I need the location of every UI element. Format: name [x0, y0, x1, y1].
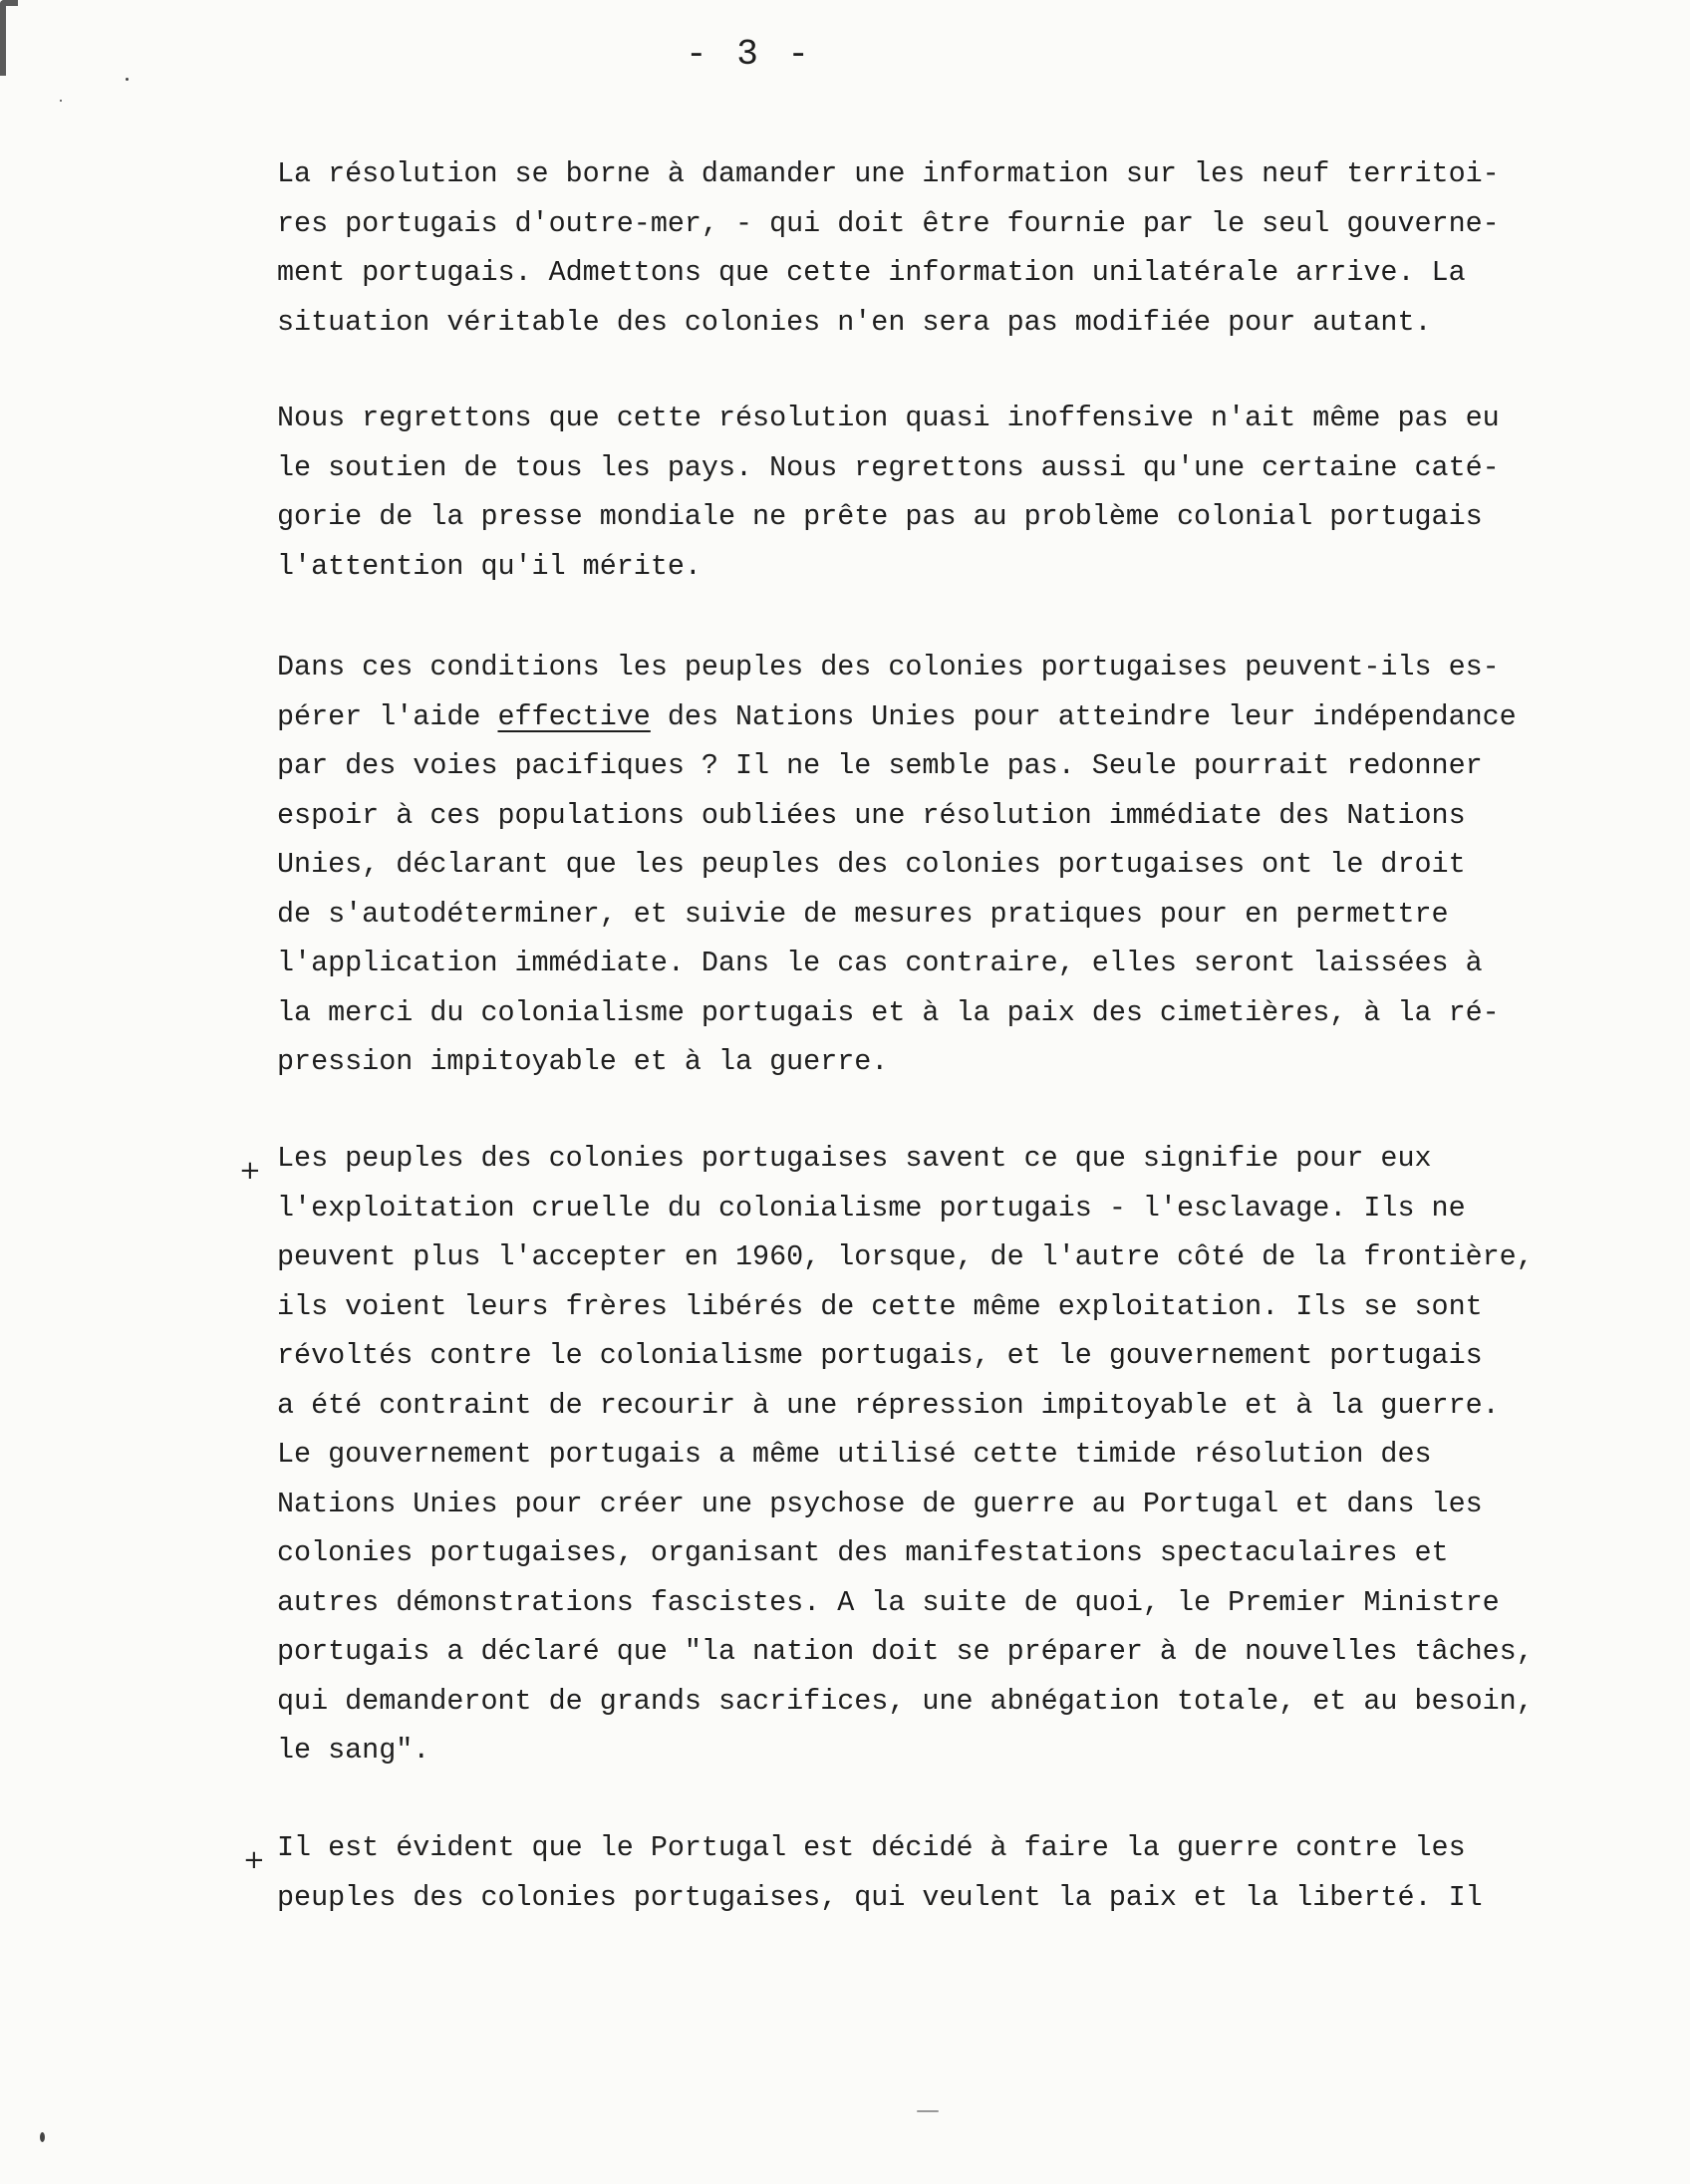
text-line: par des voies pacifiques ? Il ne le semble pas. Seule pourrait redonner [277, 749, 1483, 782]
text-line: Nations Unies pour créer une psychose de guerre au Portugal et dans les [277, 1487, 1483, 1520]
text-line: qui demanderont de grands sacrifices, une abnégation totale, et au besoin, [277, 1684, 1534, 1718]
text-line: révoltés contre le colonialisme portugais, et le gouvernement portugais [277, 1339, 1483, 1372]
text-line: l'exploitation cruelle du colonialisme portugais - l'esclavage. Ils ne [277, 1191, 1466, 1225]
scan-speck [917, 2110, 939, 2112]
text-line: portugais a déclaré que "la nation doit se préparer à de nouvelles tâches, [277, 1635, 1534, 1668]
text-line: Les peuples des colonies portugaises savent ce que signifie pour eux [277, 1142, 1432, 1175]
text-line: gorie de la presse mondiale ne prête pas au problème colonial portugais [277, 500, 1483, 533]
margin-cross-mark: + [239, 1156, 261, 1186]
text-line: le soutien de tous les pays. Nous regrettons aussi qu'une certaine caté- [277, 450, 1500, 484]
paragraph-4 [277, 1134, 1642, 1775]
page-number: - 3 - [686, 34, 814, 75]
text-line [277, 692, 1642, 742]
text-line: autres démonstrations fascistes. A la suite de quoi, le Premier Ministre [277, 1585, 1500, 1619]
text-line: a été contraint de recourir à une répression impitoyable et à la guerre. [277, 1388, 1500, 1422]
text-line: Unies, déclarant que les peuples des colonies portugaises ont le droit [277, 848, 1466, 881]
scan-speck [60, 100, 62, 102]
text-line: de s'autodéterminer, et suivie de mesures pratiques pour en permettre [277, 897, 1449, 931]
text-line: res portugais d'outre-mer, - qui doit être fournie par le seul gouverne- [277, 206, 1500, 240]
margin-cross-mark: + [243, 1845, 265, 1875]
paragraph-2 [277, 394, 1642, 591]
text-line: peuvent plus l'accepter en 1960, lorsque, de l'autre côté de la frontière, [277, 1240, 1534, 1273]
text-line: pression impitoyable et à la guerre. [277, 1045, 889, 1078]
text-line: Nous regrettons que cette résolution quasi inoffensive n'ait même pas eu [277, 402, 1500, 434]
scan-corner-mark [0, 0, 18, 76]
scan-speck [126, 78, 129, 81]
paragraph-3 [277, 643, 1642, 1087]
text-line: situation véritable des colonies n'en sera pas modifiée pour autant. [277, 305, 1432, 339]
text-line: espoir à ces populations oubliées une résolution immédiate des Nations [277, 798, 1466, 832]
text-line: la merci du colonialisme portugais et à la paix des cimetières, à la ré- [277, 995, 1500, 1029]
text-line: l'application immédiate. Dans le cas contraire, elles seront laissées à [277, 947, 1483, 979]
text-line: La résolution se borne à damander une information sur les neuf territoi- [277, 157, 1500, 190]
text-line: Dans ces conditions les peuples des colonies portugaises peuvent-ils es- [277, 651, 1500, 683]
text-line: peuples des colonies portugaises, qui veulent la paix et la liberté. Il [277, 1880, 1483, 1914]
paragraph-1 [277, 149, 1642, 347]
text-line: ils voient leurs frères libérés de cette même exploitation. Ils se sont [277, 1289, 1483, 1323]
underlined-word: effective [497, 699, 651, 733]
paragraph-5 [277, 1823, 1642, 1922]
text-line: l'attention qu'il mérite. [277, 549, 702, 583]
text-fragment: pérer l'aide [277, 699, 498, 733]
text-line: Le gouvernement portugais a même utilisé cette timide résolution des [277, 1438, 1432, 1471]
text-line: Il est évident que le Portugal est décidé à faire la guerre contre les [277, 1831, 1466, 1864]
text-line: le sang". [277, 1734, 430, 1767]
scan-speck [40, 2132, 45, 2142]
text-line: colonies portugaises, organisant des manifestations spectaculaires et [277, 1536, 1449, 1569]
text-fragment: des Nations Unies pour atteindre leur indépendance [650, 699, 1517, 733]
text-line: ment portugais. Admettons que cette information unilatérale arrive. La [277, 256, 1466, 289]
